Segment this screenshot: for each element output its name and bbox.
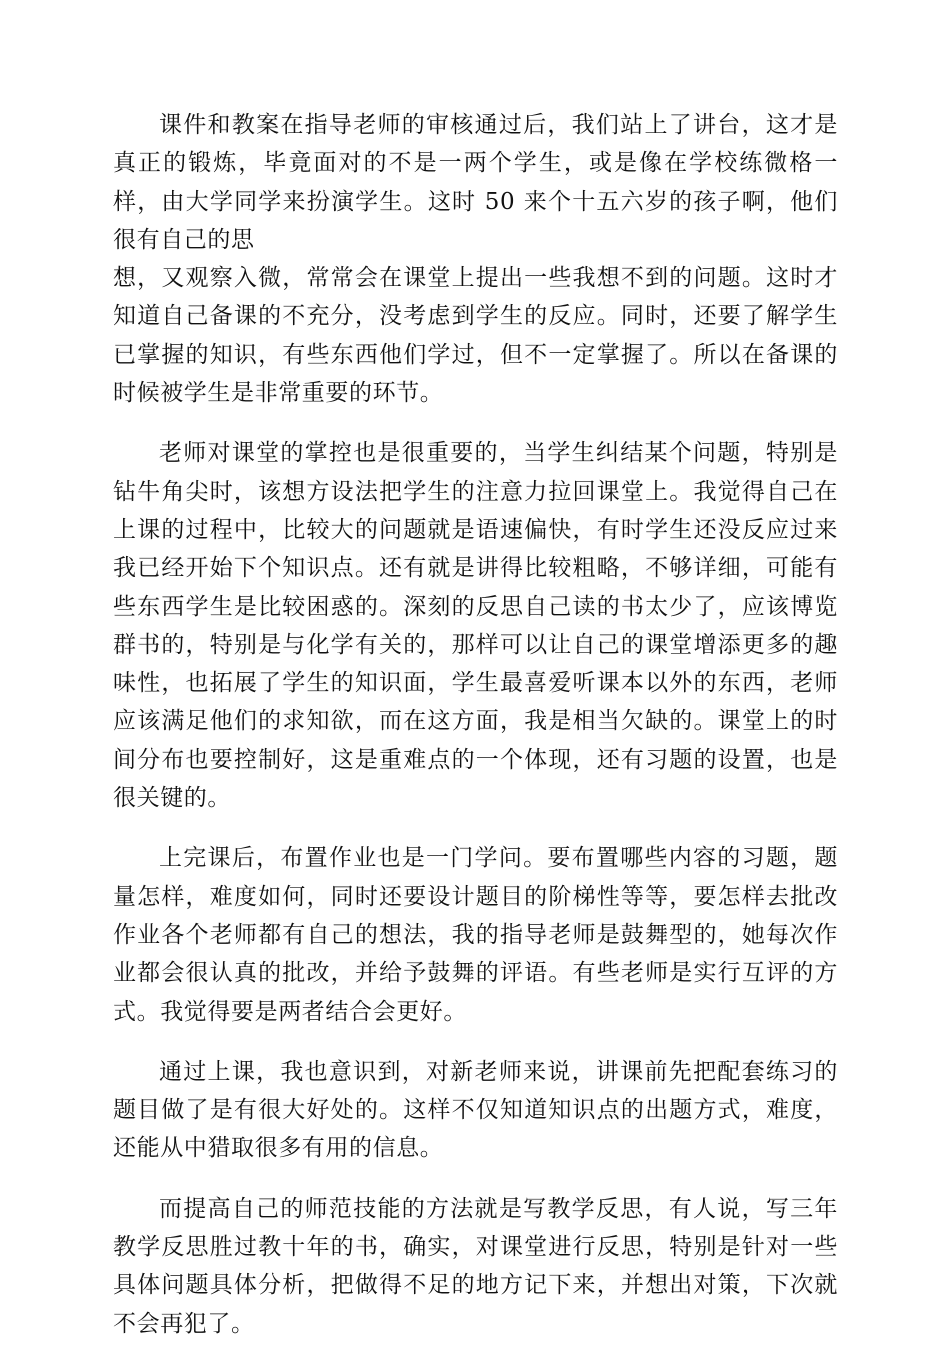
paragraph-2: 老师对课堂的掌控也是很重要的，当学生纠结某个问题，特别是钻牛角尖时，该想方设法把学生的注意力拉回课堂上。我觉得自己在上课的过程中，比较大的问题就是语速偏快，有时学生还没反应过来我已经开始下个知识点。还有就是讲得比较粗略，不够详细，可能有些东西学生是比较困惑的。深刻的反思自己读的书太少了，应该博览群书的，特别是与化学有关的，那样可以让自己的课堂增添更多的趣味性，也拓展了学生的知识面，学生最喜爱听课本以外的东西，老师应该满足他们的求知欲，而在这方面，我是相当欠缺的。课堂上的时间分布也要控制好，这是重难点的一个体现，还有习题的设置，也是很关键的。 (113, 440, 838, 812)
document-body (113, 106, 838, 1365)
paragraph-1: 课件和教案在指导老师的审核通过后，我们站上了讲台，这才是真正的锻炼，毕竟面对的不是一两个学生，或是像在学校练微格一样，由大学同学来扮演学生。这时 50 来个十五六岁的孩子啊，他们很有自己的思 想，又观察入微，常常会在课堂上提出一些我想不到的问题。这时才知道自己备课的不充分，没考虑到学生的反应。同时，还要了解学生已掌握的知识，有些东西他们学过，但不一定掌握了。所以在备课的时候被学生是非常重要的环节。 (113, 112, 838, 407)
paragraph-4: 通过上课，我也意识到，对新老师来说，讲课前先把配套练习的题目做了是有很大好处的。这样不仅知道知识点的出题方式，难度，还能从中猎取很多有用的信息。 (113, 1058, 838, 1162)
paragraph-5: 而提高自己的师范技能的方法就是写教学反思，有人说，写三年教学反思胜过教十年的书，确实，对课堂进行反思，特别是针对一些具体问题具体分析，把做得不足的地方记下来，并想出对策，下次就不会再犯了。 (113, 1195, 838, 1337)
paragraph-3: 上完课后，布置作业也是一门学问。要布置哪些内容的习题，题量怎样，难度如何，同时还要设计题目的阶梯性等等，要怎样去批改作业各个老师都有自己的想法，我的指导老师是鼓舞型的，她每次作业都会很认真的批改，并给予鼓舞的评语。有些老师是实行互评的方式。我觉得要是两者结合会更好。 (113, 845, 838, 1025)
